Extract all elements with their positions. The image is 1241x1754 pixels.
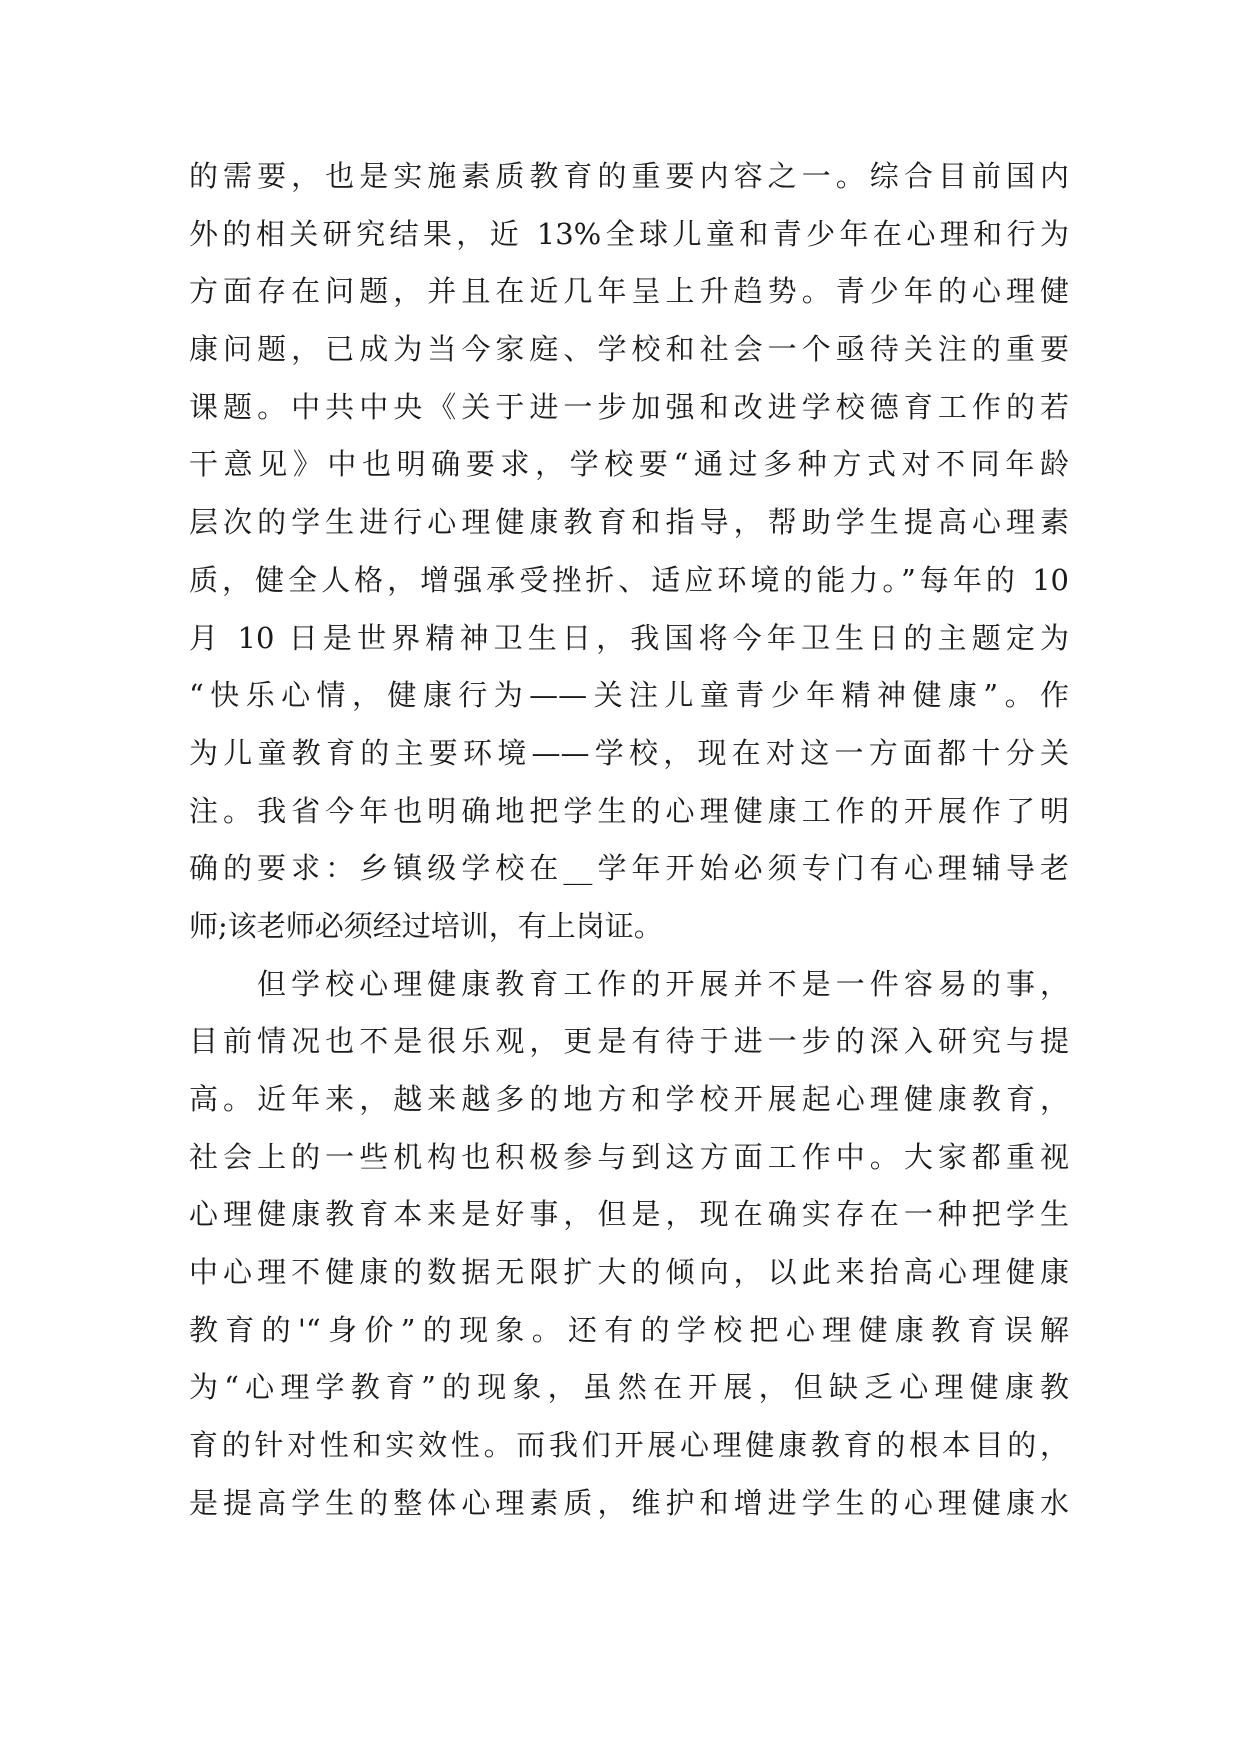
text-line: 但学校心理健康教育工作的开展并不是一件容易的事， [257,966,1069,1001]
text-line: 干意见》中也明确要求，学校要“通过多种方式对不同年龄 [189,447,1069,482]
text-line: 方面存在问题，并且在近几年呈上升趋势。青少年的心理健 [189,274,1069,309]
text-line: 师;该老师必须经过培训，有上岗证。 [189,908,663,943]
text-line: 月 10 日是世界精神卫生日，我国将今年卫生日的主题定为 [189,620,1069,655]
paragraph-2 [189,956,1069,1533]
text-line: 育的针对性和实效性。而我们开展心理健康教育的根本目的， [189,1428,1069,1463]
text-line: 质，健全人格，增强承受挫折、适应环境的能力。”每年的 10 [189,562,1069,597]
text-line: 心理健康教育本来是好事，但是，现在确实存在一种把学生 [189,1197,1069,1232]
text-line: 为儿童教育的主要环境——学校，现在对这一方面都十分关 [189,735,1069,770]
text-line: 为“心理学教育”的现象，虽然在开展，但缺乏心理健康教 [189,1370,1069,1405]
text-line: 教育的'“身价”的现象。还有的学校把心理健康教育误解 [189,1312,1069,1347]
text-line: 康问题，已成为当今家庭、学校和社会一个亟待关注的重要 [189,332,1069,367]
text-line: 高。近年来，越来越多的地方和学校开展起心理健康教育， [189,1082,1069,1116]
text-line: 课题。中共中央《关于进一步加强和改进学校德育工作的若 [189,389,1069,424]
paragraph-1 [189,148,1069,956]
text-line: 的需要，也是实施素质教育的重要内容之一。综合目前国内 [189,159,1069,193]
text-line: 层次的学生进行心理健康教育和指导，帮助学生提高心理素 [189,505,1069,540]
document-body [189,148,1069,1533]
text-line: “快乐心情，健康行为——关注儿童青少年精神健康”。作 [189,678,1069,713]
text-line: 中心理不健康的数据无限扩大的倾向，以此来抬高心理健康 [189,1255,1069,1290]
text-line: 确的要求：乡镇级学校在__学年开始必须专门有心理辅导老 [189,851,1069,886]
text-line: 外的相关研究结果，近 13%全球儿童和青少年在心理和行为 [189,216,1069,251]
text-line: 社会上的一些机构也积极参与到这方面工作中。大家都重视 [189,1139,1069,1174]
text-line: 是提高学生的整体心理素质，维护和增进学生的心理健康水 [189,1485,1069,1520]
text-line: 注。我省今年也明确地把学生的心理健康工作的开展作了明 [189,793,1069,828]
text-line: 目前情况也不是很乐观，更是有待于进一步的深入研究与提 [189,1024,1069,1059]
